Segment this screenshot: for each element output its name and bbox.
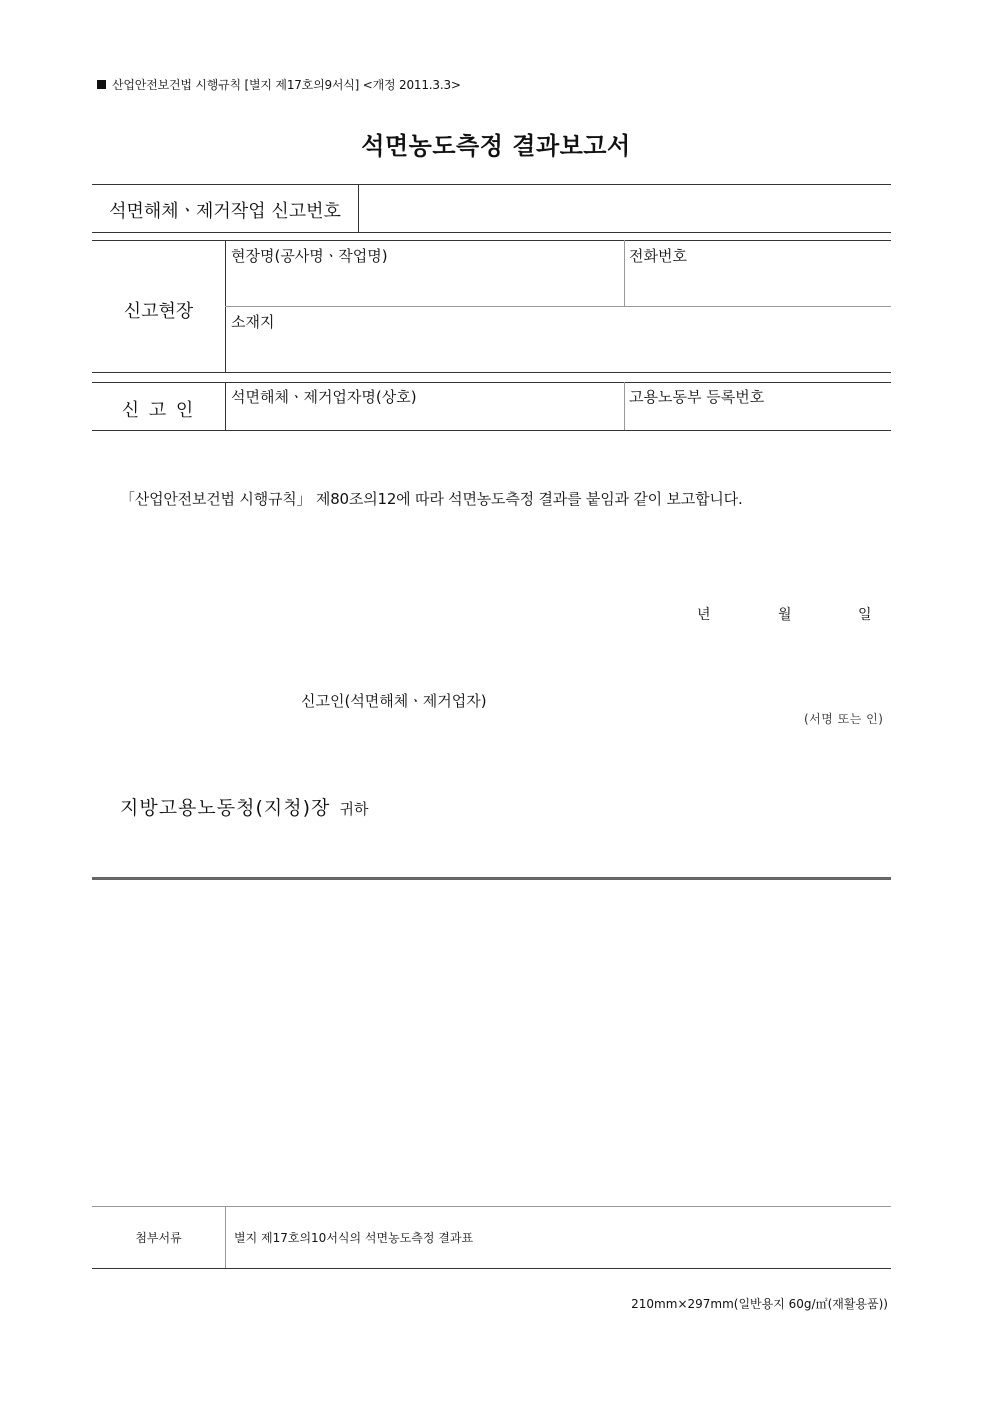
addressee-honorific: 귀하	[339, 800, 369, 818]
site-address-field[interactable]	[231, 332, 887, 370]
company-name-label: 석면해체ㆍ제거업자명(상호)	[231, 388, 417, 406]
section-separator	[92, 877, 891, 880]
paper-spec: 210mm×297mm(일반용지 60g/㎡(재활용품))	[631, 1297, 888, 1311]
registration-number-label: 고용노동부 등록번호	[629, 388, 765, 406]
report-number-label: 석면해체ㆍ제거작업 신고번호	[109, 201, 341, 222]
divider	[624, 240, 625, 306]
divider	[225, 306, 891, 307]
reporter-section-label: 신 고 인	[121, 400, 196, 421]
square-bullet-icon	[97, 80, 106, 89]
company-name-field[interactable]	[231, 406, 619, 428]
attachment-value: 별지 제17호의10서식의 석면농도측정 결과표	[234, 1231, 474, 1245]
site-phone-label: 전화번호	[629, 247, 687, 265]
addressee	[120, 793, 368, 820]
divider	[92, 1268, 891, 1269]
report-statement: 「산업안전보건법 시행규칙」 제80조의12에 따라 석면농도측정 결과를 붙임과 같이 보고합니다.	[120, 490, 743, 508]
page-title: 석면농도측정 결과보고서	[361, 132, 631, 160]
divider	[92, 430, 891, 431]
signature-note: (서명 또는 인)	[804, 712, 884, 726]
site-section-label: 신고현장	[123, 301, 194, 322]
divider	[225, 1206, 226, 1268]
divider	[92, 1206, 891, 1207]
divider	[624, 382, 625, 430]
registration-number-field[interactable]	[629, 406, 887, 428]
date-year-label: 년	[697, 607, 711, 623]
addressee-office: 지방고용노동청(지청)장	[120, 797, 331, 819]
site-name-field[interactable]	[231, 266, 619, 304]
divider	[358, 184, 359, 232]
divider	[225, 382, 226, 430]
divider	[92, 232, 891, 233]
divider	[92, 372, 891, 373]
date-month-label: 월	[778, 607, 792, 623]
signer-label: 신고인(석면해체ㆍ제거업자)	[301, 692, 487, 710]
attachment-label: 첨부서류	[135, 1231, 182, 1245]
date-day-label: 일	[858, 607, 872, 623]
form-reference-note	[97, 76, 461, 93]
site-name-label: 현장명(공사명ㆍ작업명)	[231, 247, 388, 265]
divider	[92, 382, 891, 383]
report-number-field[interactable]	[362, 186, 888, 230]
site-address-label: 소재지	[231, 313, 275, 331]
divider	[92, 184, 891, 185]
divider	[92, 240, 891, 241]
site-phone-field[interactable]	[629, 266, 887, 304]
form-reference-text: 산업안전보건법 시행규칙 [별지 제17호의9서식] <개정 2011.3.3>	[112, 78, 461, 92]
